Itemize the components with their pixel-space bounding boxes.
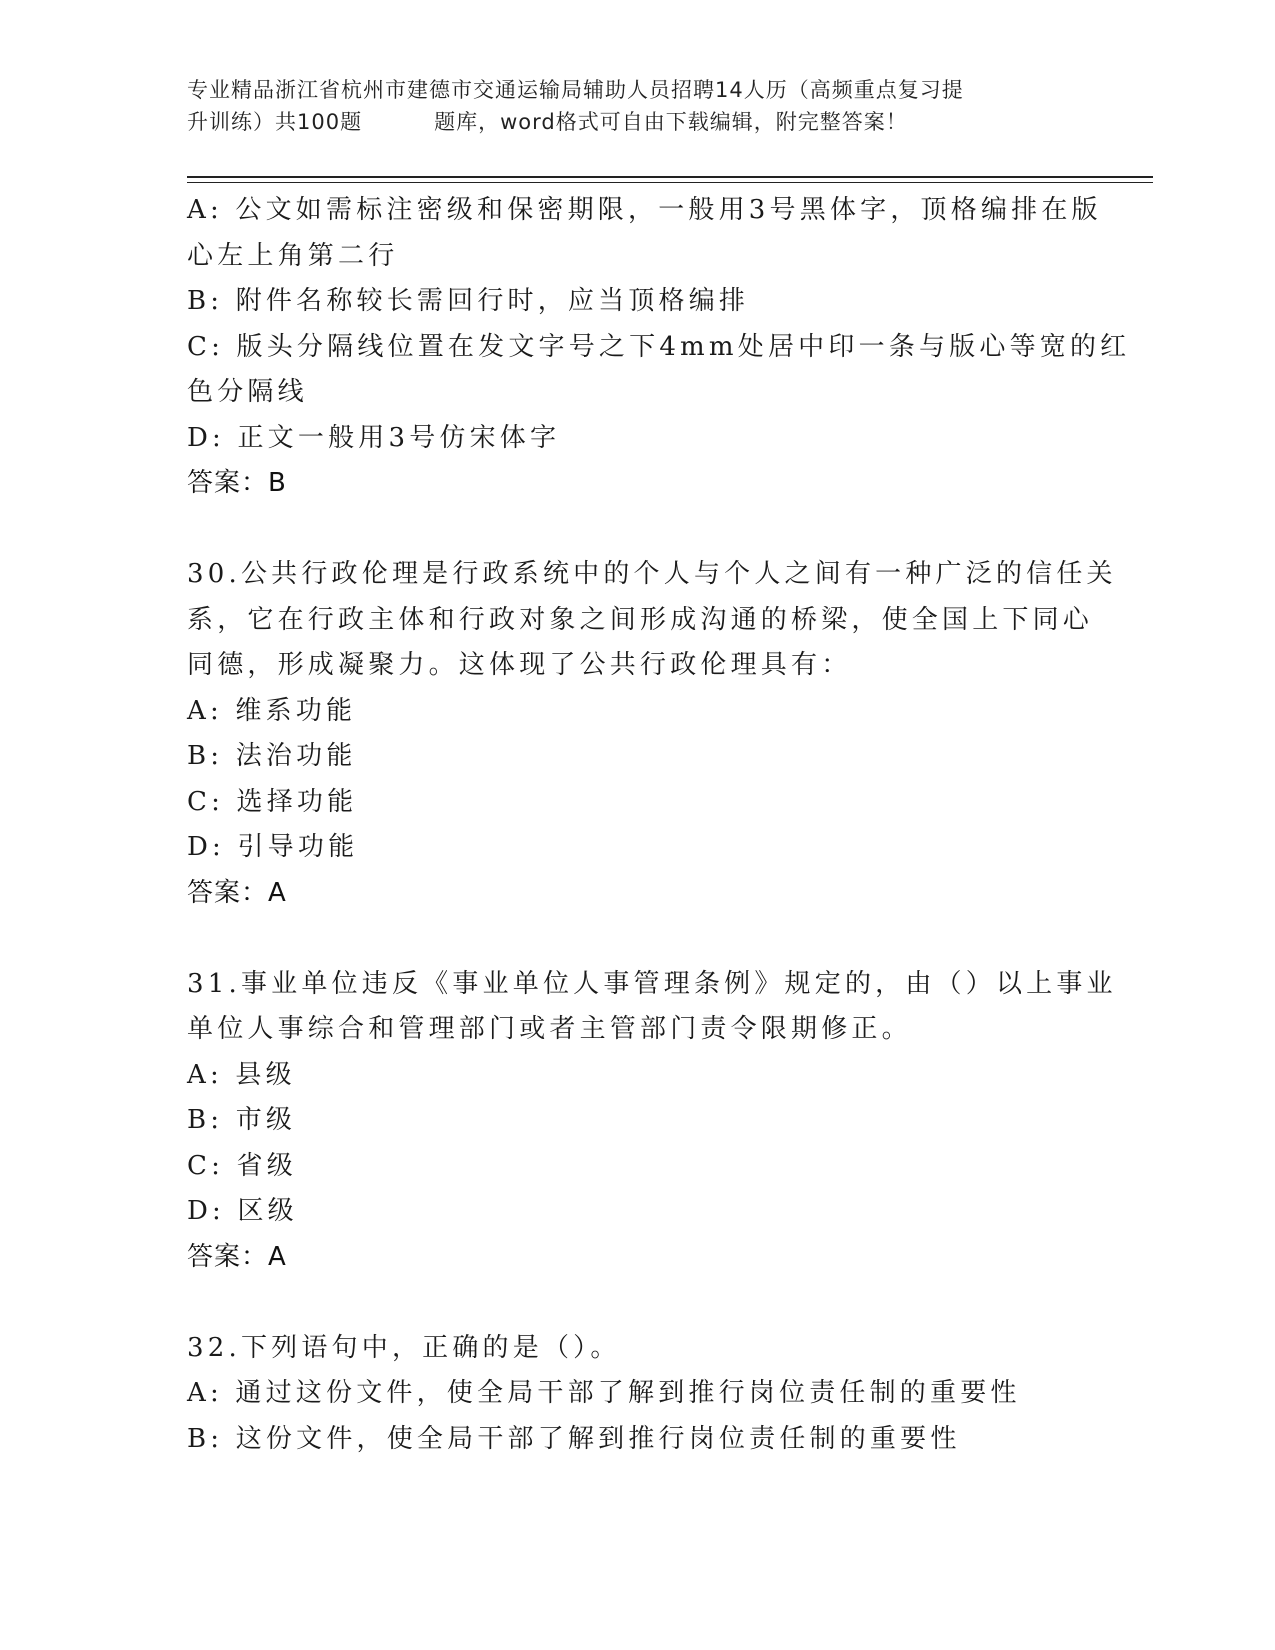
q30-option-a: A: 维系功能	[187, 695, 357, 726]
q32-option-a: A: 通过这份文件，使全局干部了解到推行岗位责任制的重要性	[187, 1378, 1021, 1408]
q29-option-a-line-1: A: 公文如需标注密级和保密期限，一般用3号黑体字，顶格编排在版	[187, 195, 1102, 225]
q30-option-b: B: 法治功能	[187, 741, 357, 771]
question-32	[187, 1326, 1087, 1463]
q31-text-line-1: 31.事业单位违反《事业单位人事管理条例》规定的，由（）以上事业	[187, 968, 1117, 999]
q31-text-line-2: 单位人事综合和管理部门或者主管部门责令限期修正。	[187, 1014, 912, 1044]
document-body	[187, 188, 1131, 1462]
q32-option-b: B: 这份文件，使全局干部了解到推行岗位责任制的重要性	[187, 1423, 961, 1454]
q30-text-line-3: 同德，形成凝聚力。这体现了公共行政伦理具有：	[187, 650, 852, 680]
q30-option-d: D: 引导功能	[187, 832, 359, 862]
spacer	[187, 507, 1087, 553]
q31-option-a: A: 县级	[187, 1059, 296, 1090]
header-line-2-part-2: 题库，word格式可自由下载编辑，附完整答案！	[434, 110, 908, 134]
q29-option-b: B: 附件名称较长需回行时，应当顶格编排	[187, 286, 750, 316]
q30-text-line-1: 30.公共行政伦理是行政系统中的个人与个人之间有一种广泛的信任关	[187, 559, 1117, 589]
spacer	[187, 916, 1087, 962]
q29-option-a-line-2: 心左上角第二行	[187, 240, 399, 271]
q29-option-d: D: 正文一般用3号仿宋体字	[187, 422, 561, 453]
q30-text-line-2: 系，它在行政主体和行政对象之间形成沟通的桥梁，使全国上下同心	[187, 604, 1094, 635]
q31-option-b: B: 市级	[187, 1105, 297, 1135]
question-31	[187, 962, 1117, 1281]
header-line-2	[187, 106, 1067, 138]
question-30	[187, 552, 1117, 916]
q32-text-line-1: 32.下列语句中，正确的是（）。	[187, 1332, 621, 1363]
question-29	[187, 188, 1131, 507]
q29-option-c-line-2: 色分隔线	[187, 377, 308, 407]
q30-answer: 答案：A	[187, 877, 287, 908]
header-rule-thick	[187, 176, 1153, 178]
q31-answer: 答案：A	[187, 1241, 287, 1272]
q31-option-c: C: 省级	[187, 1150, 297, 1181]
q31-option-d: D: 区级	[187, 1196, 298, 1226]
header-line-1: 专业精品浙江省杭州市建德市交通运输局辅助人员招聘14人历（高频重点复习提	[187, 78, 964, 102]
header-line-2-part-1: 升训练）共100题	[187, 110, 363, 134]
q29-option-c-line-1: C: 版头分隔线位置在发文字号之下4mm处居中印一条与版心等宽的红	[187, 331, 1131, 362]
header-rule-thin	[187, 182, 1153, 183]
q30-option-c: C: 选择功能	[187, 786, 358, 817]
spacer	[187, 1280, 1087, 1326]
document-header	[187, 74, 1067, 138]
q29-answer: 答案：B	[187, 468, 287, 498]
